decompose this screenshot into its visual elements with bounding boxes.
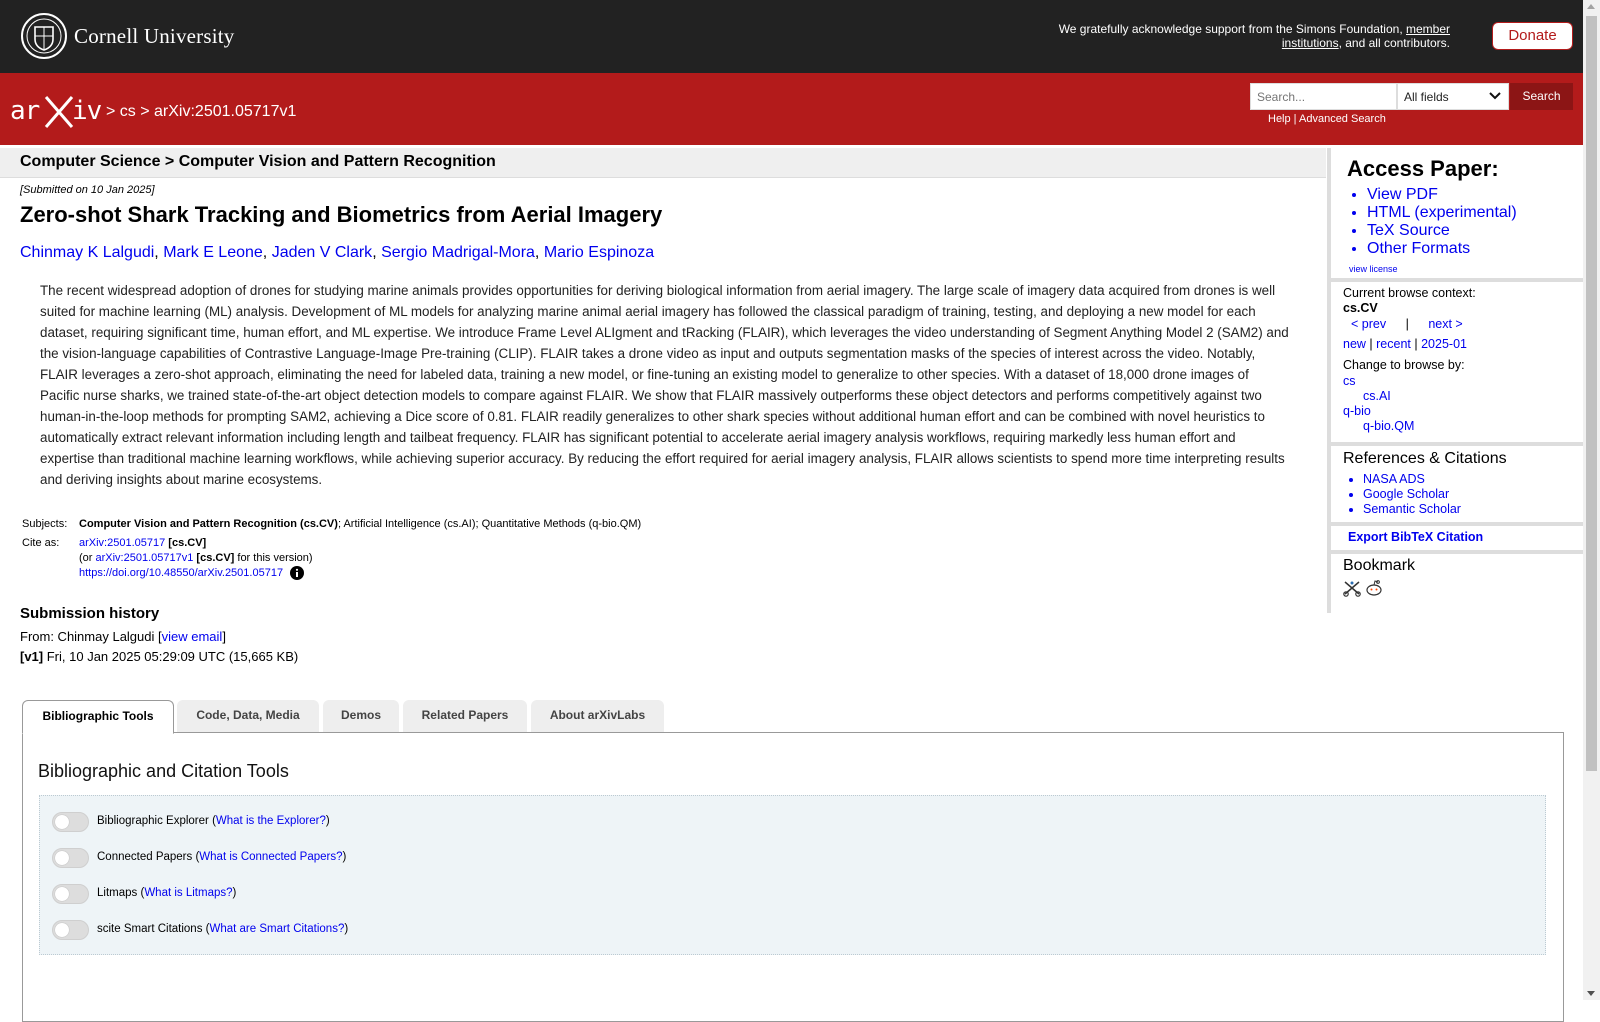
- bibliographic-explorer-toggle[interactable]: [52, 812, 89, 832]
- scissors-bookmark-icon[interactable]: [1343, 579, 1361, 597]
- references-title: References & Citations: [1343, 450, 1507, 467]
- nasa-ads-link[interactable]: NASA ADS: [1363, 472, 1425, 486]
- connected-papers-toggle[interactable]: [52, 848, 89, 868]
- other-formats-link[interactable]: Other Formats: [1367, 240, 1471, 257]
- litmaps-toggle[interactable]: [52, 884, 89, 904]
- author-link[interactable]: Mario Espinoza: [543, 244, 655, 261]
- bookmark-title: Bookmark: [1343, 557, 1416, 574]
- tab-about-arxivlabs[interactable]: About arXivLabs: [531, 700, 664, 733]
- search-button[interactable]: Search: [1510, 83, 1573, 110]
- advanced-search-link[interactable]: Advanced Search: [1299, 113, 1386, 125]
- browse-qbio-link[interactable]: q-bio: [1343, 404, 1371, 418]
- arxiv-logo-icon[interactable]: [10, 91, 102, 131]
- bookmark-icons: [1343, 579, 1383, 602]
- scroll-up-icon[interactable]: [1587, 4, 1595, 9]
- author-link[interactable]: Mark E Leone: [163, 244, 263, 261]
- access-links: [1347, 186, 1517, 258]
- next-link[interactable]: next >: [1428, 317, 1463, 331]
- what-is-explorer-link[interactable]: What is the Explorer?: [215, 815, 326, 827]
- breadcrumb-cs-link[interactable]: cs: [119, 103, 136, 120]
- primary-subject: Computer Vision and Pattern Recognition (cs.CV): [79, 518, 338, 530]
- svg-text:ar: ar: [10, 96, 40, 126]
- month-link[interactable]: 2025-01: [1421, 337, 1467, 351]
- toggle-knob: [55, 815, 69, 829]
- view-license-link[interactable]: view license: [1349, 264, 1398, 274]
- google-scholar-link[interactable]: Google Scholar: [1363, 487, 1450, 501]
- cite-label: Cite as:: [22, 537, 60, 549]
- category-title: Computer Science > Computer Vision and Pattern Recognition: [20, 153, 496, 170]
- sidebar-divider: [1331, 278, 1587, 282]
- submission-history-title: Submission history: [20, 605, 160, 622]
- sidebar-divider: [1331, 522, 1587, 526]
- tool-bibliographic-explorer: Bibliographic Explorer (What is the Explorer?): [52, 812, 452, 834]
- breadcrumb: > cs > arXiv:2501.05717v1: [106, 103, 297, 120]
- chevron-down-icon: [1488, 88, 1502, 102]
- toggle-knob: [55, 887, 69, 901]
- export-bibtex-link[interactable]: Export BibTeX Citation: [1348, 530, 1484, 544]
- access-paper-title: Access Paper:: [1347, 156, 1499, 181]
- panel-title: Bibliographic and Citation Tools: [38, 761, 289, 781]
- browse-cs-link[interactable]: cs: [1343, 374, 1356, 388]
- subjects-value: Computer Vision and Pattern Recognition (cs.CV); Artificial Intelligence (cs.AI); Quantitative Methods (q-bio.QM): [79, 518, 642, 530]
- tab-demos[interactable]: Demos: [323, 700, 399, 733]
- tex-source-link[interactable]: TeX Source: [1367, 222, 1450, 239]
- support-acknowledgement: We gratefully acknowledge support from the Simons Foundation, member institutions, and all contributors.: [1058, 22, 1450, 50]
- html-link[interactable]: HTML (experimental): [1367, 204, 1517, 221]
- scroll-thumb[interactable]: [1586, 16, 1597, 771]
- cornell-seal-icon[interactable]: [20, 12, 68, 60]
- cornell-topbar: [0, 0, 1583, 73]
- author-link[interactable]: Chinmay K Lalgudi: [20, 244, 155, 261]
- author-link[interactable]: Jaden V Clark: [271, 244, 373, 261]
- donate-button[interactable]: Donate: [1492, 22, 1573, 50]
- tab-code-data-media[interactable]: Code, Data, Media: [177, 700, 319, 733]
- cite-version-link[interactable]: arXiv:2501.05717v1: [95, 552, 194, 564]
- sidebar-divider: [1331, 550, 1587, 554]
- abstract: The recent widespread adoption of drones for studying marine animals provides opportunities for deriving biological information from aerial imagery. The large scale of imagery data acquired from drones is well suited for machine learning (ML) analysis. Development of ML models for analyzing marine animal aerial imagery has followed the classical paradigm of training, testing, and deploying a new model for each dataset, requiring significant time, human effort, and ML expertise. We introduce Frame Level ALIgment and tRacking (FLAIR), which leverages the video understanding of Segment Anything Model 2 (SAM2) and the vision-language capabilities of Contrastive Language-Image Pre-training (CLIP). FLAIR takes a drone video as input and outputs segmentation masks of the species of interest across the video. Notably, FLAIR leverages a zero-shot approach, eliminating the need for labeled data, training a new model, or fine-tuning an existing model to generalize to other species. With a dataset of 18,000 drone images of Pacific nurse sharks, we trained state-of-the-art object detection models to compare against FLAIR. We show that FLAIR massively outperforms these object detectors and performs competitively against two human-in-the-loop methods for prompting SAM2, achieving a Dice score of 0.81. FLAIR readily generalizes to other shark species without additional human effort and can be combined with novel heuristics to automatically extract relevant information including length and tailbeat frequency. FLAIR has significant potential to accelerate aerial imagery analysis workflows, requiring markedly less human effort and expertise than traditional machine learning workflows, while achieving superior accuracy. By reducing the effort required for aerial imagery analysis, FLAIR allows scientists to spend more time interpreting results and deriving insights about marine ecosystems.: [40, 283, 1289, 487]
- toggle-knob: [55, 923, 69, 937]
- category-header: [0, 148, 1326, 178]
- change-browse-label: Change to browse by:: [1343, 358, 1465, 372]
- what-is-connected-papers-link[interactable]: What is Connected Papers?: [199, 851, 343, 863]
- search-input[interactable]: [1250, 83, 1397, 110]
- help-link[interactable]: Help: [1268, 113, 1291, 125]
- view-email-link[interactable]: view email: [161, 629, 223, 644]
- right-sidebar: [1327, 148, 1587, 613]
- reddit-icon[interactable]: [1365, 579, 1383, 597]
- browse-qbioqm-link[interactable]: q-bio.QM: [1363, 419, 1415, 433]
- search-field-select[interactable]: All fields: [1397, 83, 1509, 110]
- page-scrollbar[interactable]: [1583, 0, 1600, 1000]
- what-is-litmaps-link[interactable]: What is Litmaps?: [144, 887, 233, 899]
- help-links: Help | Advanced Search: [1268, 113, 1386, 125]
- submission-version: [v1] Fri, 10 Jan 2025 05:29:09 UTC (15,665 KB): [20, 649, 299, 664]
- references-links: [1343, 472, 1461, 517]
- author-list: Chinmay K Lalgudi, Mark E Leone, Jaden V Clark, Sergio Madrigal-Mora, Mario Espinoza: [20, 244, 655, 261]
- svg-text:iv: iv: [72, 96, 102, 126]
- semantic-scholar-link[interactable]: Semantic Scholar: [1363, 502, 1461, 516]
- breadcrumb-paper-id: arXiv:2501.05717v1: [154, 103, 297, 120]
- browse-categories: [1343, 374, 1414, 434]
- arxiv-header: [0, 73, 1583, 145]
- paper-title: Zero-shot Shark Tracking and Biometrics from Aerial Imagery: [20, 202, 663, 227]
- view-pdf-link[interactable]: View PDF: [1367, 186, 1438, 203]
- tool-litmaps: Litmaps (What is Litmaps?): [52, 884, 452, 906]
- tab-panel: [22, 732, 1564, 1022]
- info-icon[interactable]: [290, 566, 304, 580]
- prev-next-nav: < prev | next >: [1351, 317, 1463, 331]
- paper-metadata: [20, 515, 643, 583]
- browse-csai-link[interactable]: cs.AI: [1363, 389, 1391, 403]
- scroll-down-icon[interactable]: [1587, 991, 1595, 996]
- submission-date: [Submitted on 10 Jan 2025]: [20, 184, 155, 196]
- cite-value: arXiv:2501.05717 [cs.CV] (or arXiv:2501.05717v1 [cs.CV] for this version) https://doi.org/10.48550/arXiv.2501.05717: [79, 537, 313, 579]
- browse-context: Current browse context: cs.CV: [1343, 286, 1476, 315]
- prev-link[interactable]: < prev: [1351, 317, 1387, 331]
- scite-toggle[interactable]: [52, 920, 89, 940]
- member-institutions-link[interactable]: member institutions: [1281, 22, 1450, 50]
- recent-link[interactable]: recent: [1376, 337, 1411, 351]
- new-recent-nav: new | recent | 2025-01: [1343, 337, 1467, 351]
- browse-context-value: cs.CV: [1343, 301, 1378, 315]
- doi-link[interactable]: https://doi.org/10.48550/arXiv.2501.05717: [79, 567, 284, 579]
- new-link[interactable]: new: [1343, 337, 1366, 351]
- sidebar-divider: [1331, 442, 1587, 446]
- submission-from: From: Chinmay Lalgudi [view email]: [20, 629, 226, 644]
- subjects-label: Subjects:: [22, 518, 68, 530]
- tool-scite: scite Smart Citations (What are Smart Citations?): [52, 920, 452, 942]
- tab-related-papers[interactable]: Related Papers: [403, 700, 527, 733]
- cornell-university-name[interactable]: Cornell University: [74, 24, 235, 48]
- tab-bibliographic-tools[interactable]: Bibliographic Tools: [22, 700, 174, 734]
- cite-arxiv-link[interactable]: arXiv:2501.05717: [79, 537, 166, 549]
- tool-connected-papers: Connected Papers (What is Connected Papers?): [52, 848, 452, 870]
- author-link[interactable]: Sergio Madrigal-Mora: [381, 244, 535, 261]
- toggle-knob: [55, 851, 69, 865]
- tools-list: [39, 795, 1546, 955]
- what-are-smart-citations-link[interactable]: What are Smart Citations?: [209, 923, 345, 935]
